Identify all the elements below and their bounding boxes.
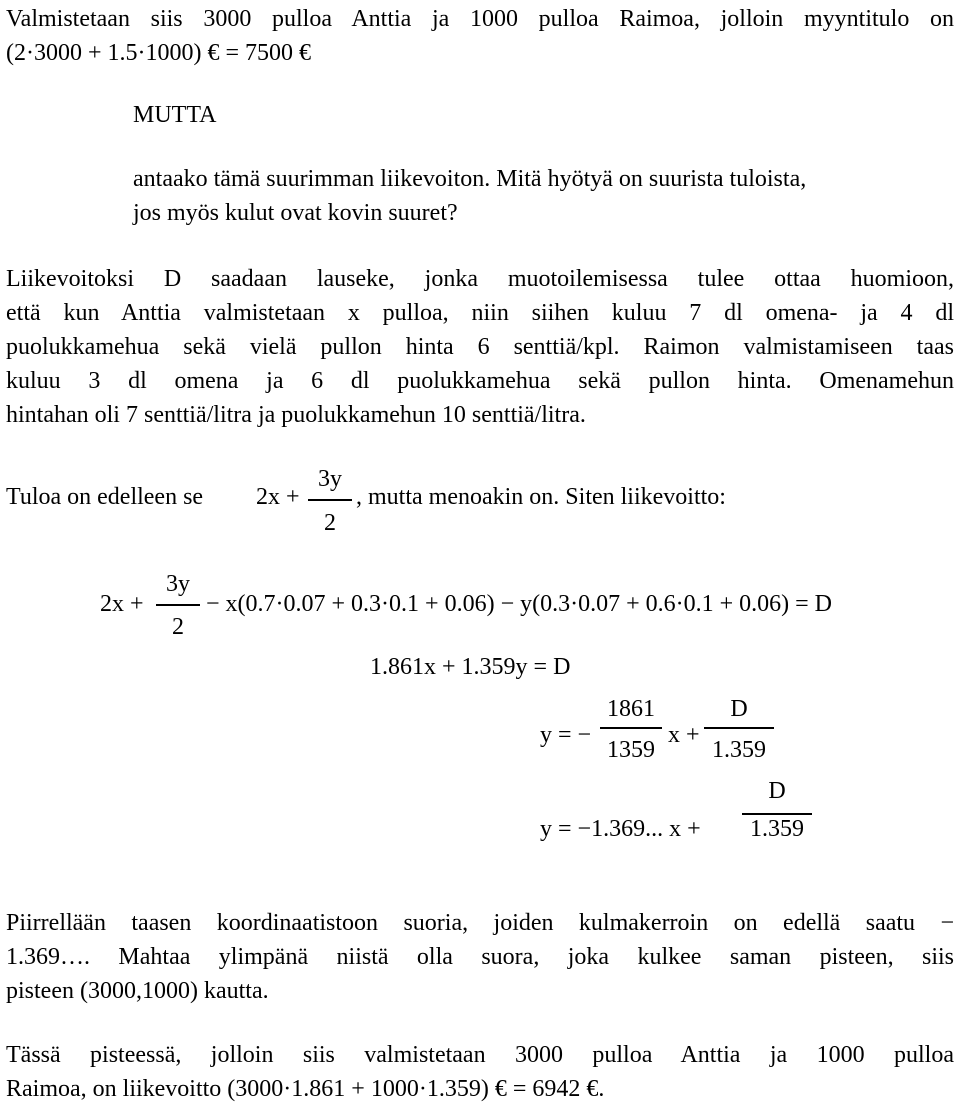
equation-4-denominator: 1.359 xyxy=(750,816,804,842)
equation-3-fraction-bar xyxy=(600,727,662,729)
equation-3-denominator: 1359 xyxy=(607,737,655,763)
paragraph-4-line-2: Raimoa, on liikevoitto (3000·1.861 + 1000·1.359) € = 6942 €. xyxy=(6,1076,605,1102)
paragraph-3-line-1: Piirrellään taasen koordinaatistoon suoria, joiden kulmakerroin on edellä saatu − xyxy=(6,910,954,936)
paragraph-3-line-2: 1.369…. Mahtaa ylimpänä niistä olla suora, joka kulkee saman pisteen, siis xyxy=(6,944,954,970)
paragraph-3-line-3: pisteen (3000,1000) kautta. xyxy=(6,978,269,1004)
equation-3-fraction-bar-2 xyxy=(704,727,774,729)
paragraph-2-line-5: hintahan oli 7 senttiä/litra ja puolukkamehun 10 senttiä/litra. xyxy=(6,402,586,428)
revenue-fraction-bar xyxy=(308,499,352,501)
paragraph-4-line-1: Tässä pisteessä, jolloin siis valmistetaan 3000 pulloa Anttia ja 1000 pulloa xyxy=(6,1042,954,1068)
equation-1-numerator: 3y xyxy=(166,571,190,597)
equation-1-denominator: 2 xyxy=(172,614,184,640)
paragraph-1-line-2: (2·3000 + 1.5·1000) € = 7500 € xyxy=(6,40,312,66)
equation-3-numerator: 1861 xyxy=(607,696,655,722)
equation-1-rhs: − x(0.7·0.07 + 0.3·0.1 + 0.06) − y(0.3·0.07 + 0.6·0.1 + 0.06) = D xyxy=(206,591,833,617)
revenue-text-pre: Tuloa on edelleen se xyxy=(6,484,204,510)
equation-3-denominator-2: 1.359 xyxy=(712,737,766,763)
equation-2: 1.861x + 1.359y = D xyxy=(370,654,571,680)
equation-1-lhs: 2x + xyxy=(100,591,144,617)
paragraph-1-line-1: Valmistetaan siis 3000 pulloa Anttia ja 1000 pulloa Raimoa, jolloin myyntitulo on xyxy=(6,6,954,32)
equation-3-mid: x + xyxy=(668,722,700,748)
equation-1-fraction-bar xyxy=(156,604,200,606)
equation-4-numerator: D xyxy=(768,778,786,804)
equation-4-lhs: y = −1.369... x + xyxy=(540,816,701,842)
paragraph-2-line-3: puolukkamehua sekä vielä pullon hinta 6 senttiä/kpl. Raimon valmistamiseen taas xyxy=(6,334,954,360)
revenue-text-post: , mutta menoakin on. Siten liikevoitto: xyxy=(356,484,726,510)
revenue-expression: 2x + xyxy=(256,484,300,510)
revenue-fraction-numerator: 3y xyxy=(318,466,342,492)
paragraph-2-line-2: että kun Anttia valmistetaan x pulloa, niin siihen kuluu 7 dl omena- ja 4 dl xyxy=(6,300,954,326)
equation-3-numerator-2: D xyxy=(730,696,748,722)
paragraph-2-line-1: Liikevoitoksi D saadaan lauseke, jonka muotoilemisessa tulee ottaa huomioon, xyxy=(6,266,954,292)
mutta-label: MUTTA xyxy=(133,102,217,128)
question-line-2: jos myös kulut ovat kovin suuret? xyxy=(133,200,458,226)
revenue-fraction-denominator: 2 xyxy=(324,510,336,536)
equation-3-lhs: y = − xyxy=(540,722,592,748)
paragraph-2-line-4: kuluu 3 dl omena ja 6 dl puolukkamehua sekä pullon hinta. Omenamehun xyxy=(6,368,954,394)
question-line-1: antaako tämä suurimman liikevoiton. Mitä hyötyä on suurista tuloista, xyxy=(133,166,807,192)
